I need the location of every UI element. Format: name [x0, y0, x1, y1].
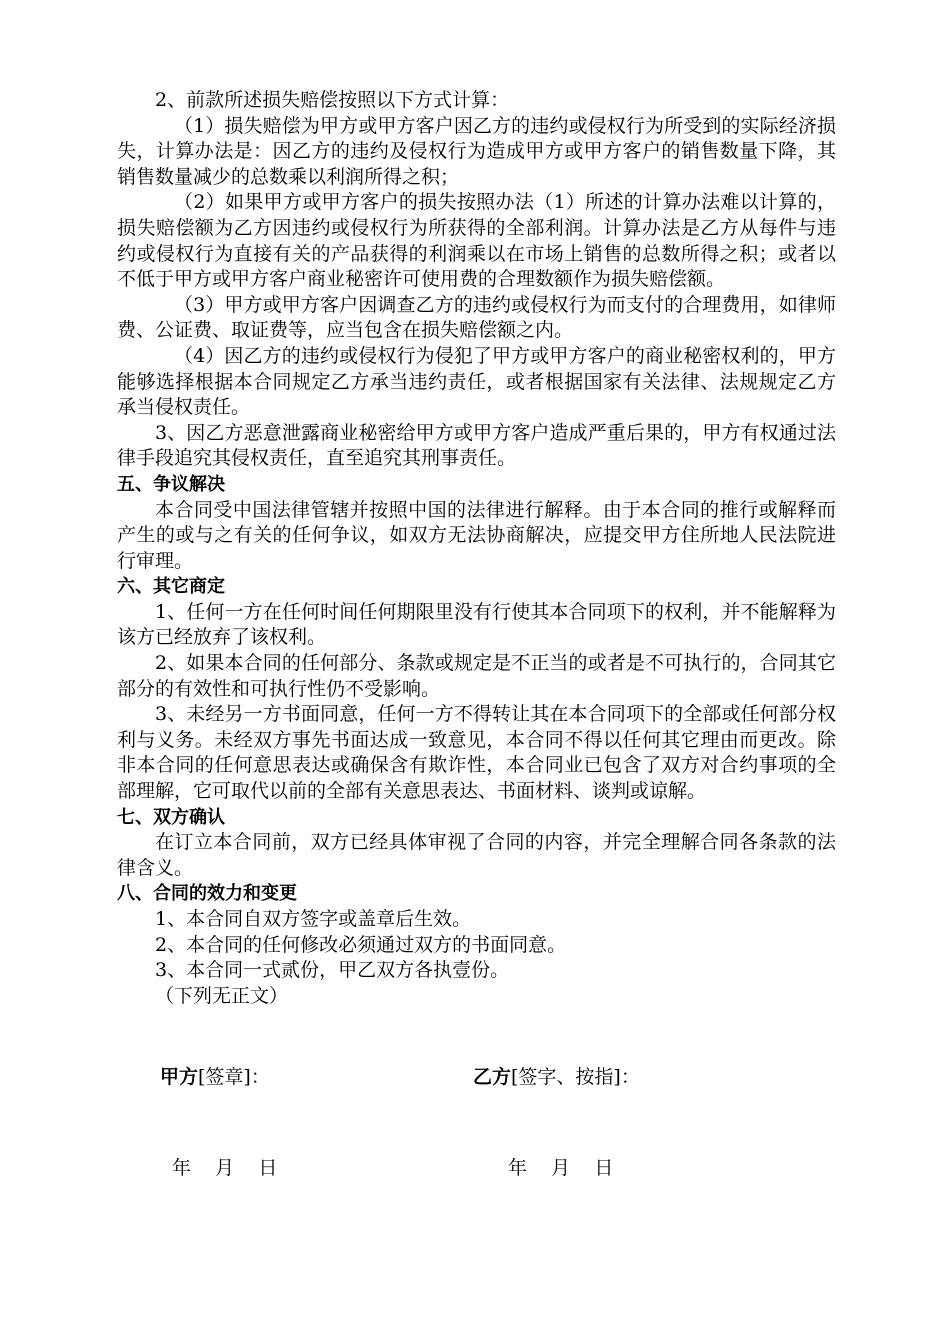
contract-paragraph: （3）甲方或甲方客户因调查乙方的违约或侵权行为而支付的合理费用，如律师费、公证费、取证费等，应当包含在损失赔偿额之内。	[117, 293, 836, 342]
contract-paragraph: （4）因乙方的违约或侵权行为侵犯了甲方或甲方客户的商业秘密权利的，甲方能够选择根据本合同规定乙方承当违约责任，或者根据国家有关法律、法规规定乙方承当侵权责任。	[117, 344, 836, 419]
contract-paragraph: 本合同受中国法律管辖并按照中国的法律进行解释。由于本合同的推行或解释而产生的或与之有关的任何争议，如双方无法协商解决，应提交甲方住所地人民法院进行审理。	[117, 498, 836, 572]
contract-paragraph: 2、如果本合同的任何部分、条款或规定是不正当的或者是不可执行的，合同其它部分的有效性和可执行性仍不受影响。	[117, 652, 836, 700]
section-heading: 六、其它商定	[117, 576, 225, 598]
party-b-note: [签字、按指]：	[511, 1066, 640, 1088]
section-heading: 八、合同的效力和变更	[117, 883, 297, 905]
party-a-signature	[160, 1064, 270, 1090]
contract-paragraph: （下列无正文）	[155, 984, 289, 1007]
contract-paragraph: 1、本合同自双方签字或盖章后生效。	[155, 908, 472, 930]
party-b-signature	[473, 1064, 640, 1090]
contract-paragraph: 3、因乙方恶意泄露商业秘密给甲方或甲方客户造成严重后果的，甲方有权通过法律手段追究其侵权责任，直至追究其刑事责任。	[117, 421, 836, 470]
contract-paragraph: 2、前款所述损失赔偿按照以下方式计算：	[155, 89, 510, 111]
contract-paragraph: （2）如果甲方或甲方客户的损失按照办法（1）所述的计算办法难以计算的，损失赔偿额为乙方因违约或侵权行为所获得的全部利润。计算办法是乙方从每件与违约或侵权行为直接有关的产品获得的利润乘以在市场上销售的总数所得之积；或者以不低于甲方或甲方客户商业秘密许可使用费的合理数额作为损失赔偿额。	[117, 191, 836, 291]
contract-paragraph: 3、未经另一方书面同意，任何一方不得转让其在本合同项下的全部或任何部分权利与义务。未经双方事先书面达成一致意见，本合同不得以任何其它理由而更改。除非本合同的任何意思表达或确保含有欺诈性，本合同业已包含了双方对合约事项的全部理解，它可取代以前的全部有关意思表达、书面材料、谈判或谅解。	[117, 703, 836, 803]
section-heading: 七、双方确认	[117, 806, 225, 828]
contract-paragraph: 3、本合同一式贰份，甲乙双方各执壹份。	[155, 959, 510, 982]
party-a-note: [签章]：	[198, 1066, 270, 1088]
section-heading: 五、争议解决	[117, 473, 225, 495]
contract-paragraph: （1）损失赔偿为甲方或甲方客户因乙方的违约或侵权行为所受到的实际经济损失，计算办法是：因乙方的违约及侵权行为造成甲方或甲方客户的销售数量下降，其销售数量减少的总数乘以利润所得之积；	[117, 114, 836, 188]
party-b-date: 年 月 日	[508, 1157, 614, 1179]
contract-paragraph: 在订立本合同前，双方已经具体审视了合同的内容，并完全理解合同各条款的法律含义。	[117, 831, 836, 879]
party-a-date: 年 月 日	[172, 1157, 278, 1179]
party-a-label: 甲方	[160, 1066, 199, 1088]
party-b-label: 乙方	[473, 1066, 512, 1088]
contract-body	[117, 88, 836, 1009]
contract-paragraph: 1、任何一方在任何时间任何期限里没有行使其本合同项下的权利，并不能解释为该方已经放弃了该权利。	[117, 600, 836, 649]
contract-paragraph: 2、本合同的任何修改必须通过双方的书面同意。	[155, 933, 567, 956]
